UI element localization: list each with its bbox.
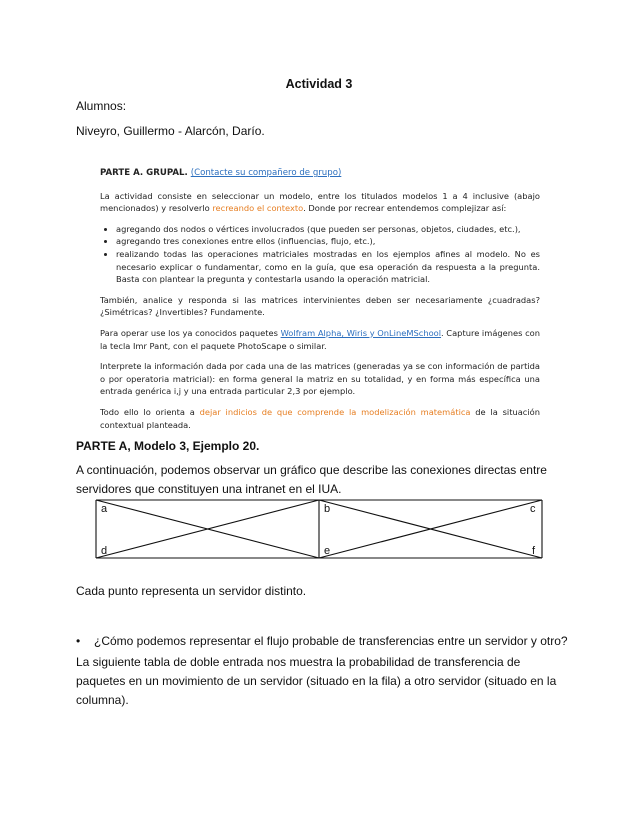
p5-text-a: Todo ello lo orienta a — [100, 406, 200, 417]
question-text: ¿Cómo podemos representar el flujo probable de transferencias entre un servidor y otro? — [94, 634, 568, 648]
bullet-dot-icon: • — [76, 634, 81, 648]
contact-link[interactable]: (Contacte su compañero de grupo) — [190, 168, 342, 178]
document-title: Actividad 3 — [285, 77, 353, 91]
node-a-label: a — [101, 503, 108, 515]
embedded-paragraph-2: También, analice y responda si las matrices intervinientes deben ser necesariamente ¿cuadradas? ¿Simétricas? ¿Invertibles? Fundamente. — [100, 294, 540, 318]
embedded-header-title: PARTE A. GRUPAL. — [100, 168, 188, 178]
list-item: • agregando dos nodos o vértices involucrados (que pueden ser personas, objetos, ciudades, etc.), — [116, 223, 540, 236]
section-heading: PARTE A, Modelo 3, Ejemplo 20. — [76, 439, 260, 453]
server-network-diagram — [95, 499, 545, 561]
authors: Niveyro, Guillermo - Alarcón, Darío. — [76, 124, 265, 138]
p3-text-b: . Capture imágenes con la tecla Imr Pant, con el paquete PhotoScape o similar. — [100, 327, 540, 351]
node-f-label: f — [532, 545, 536, 557]
node-c-label: c — [530, 503, 536, 515]
node-b-label: b — [324, 503, 331, 515]
embedded-paragraph-4: Interprete la información dada por cada una de las matrices (generadas ya se con información de partida o por operatoria matricial): en forma general la matriz en su totalidad, y en forma más específica una entrada genérica i,j y una entrada particular 2,3 por ejemplo. — [100, 361, 540, 397]
closing-paragraph: La siguiente tabla de doble entrada nos muestra la probabilidad de transferencia de paquetes en un movimiento de un servidor (situado en la fila) a otro servidor (situado en la columna). — [76, 655, 557, 707]
embedded-paragraph-1 — [100, 190, 540, 215]
embedded-bullet-list — [100, 223, 540, 286]
section-intro: A continuación, podemos observar un gráfico que describe las conexiones directas entre servidores que constituyen una intranet en el IUA. — [76, 463, 547, 496]
p1-text-a: La actividad consiste en seleccionar un modelo, entre los titulados modelos 1 a 4 inclusive (abajo mencionados) y resolverlo — [100, 190, 540, 214]
embedded-header — [100, 167, 540, 180]
node-e-label: e — [324, 545, 331, 557]
embedded-instructions — [100, 167, 540, 439]
diagram-caption: Cada punto representa un servidor distinto. — [76, 584, 307, 598]
p1-highlight: recreando el contexto — [212, 203, 304, 214]
embedded-paragraph-3 — [100, 327, 540, 352]
p1-text-b: . Donde por recrear entendemos complejizar así: — [303, 203, 507, 214]
list-item: • agregando tres conexiones entre ellos (influencias, flujo, etc.), — [116, 235, 540, 248]
p3-text-a: Para operar use los ya conocidos paquetes — [100, 327, 281, 338]
alumnos-label: Alumnos: — [76, 99, 127, 113]
p5-highlight: dejar indicios de que comprende la modelización matemática — [199, 406, 471, 417]
embedded-paragraph-5 — [100, 406, 540, 431]
list-item: • realizando todas las operaciones matriciales mostradas en los ejemplos afines al modelo. No es necesario explicar o fundamentar, como en la guía, que esa operación da respuesta a la pregunta. Basta con plantear la pregunta y contestarla usando la operación matricial. — [116, 248, 540, 286]
p5-text-b: de la situación contextual planteada. — [100, 406, 540, 430]
node-d-label: d — [101, 545, 108, 557]
packages-link[interactable]: Wolfram Alpha, Wiris y OnLineMSchool — [280, 327, 442, 338]
